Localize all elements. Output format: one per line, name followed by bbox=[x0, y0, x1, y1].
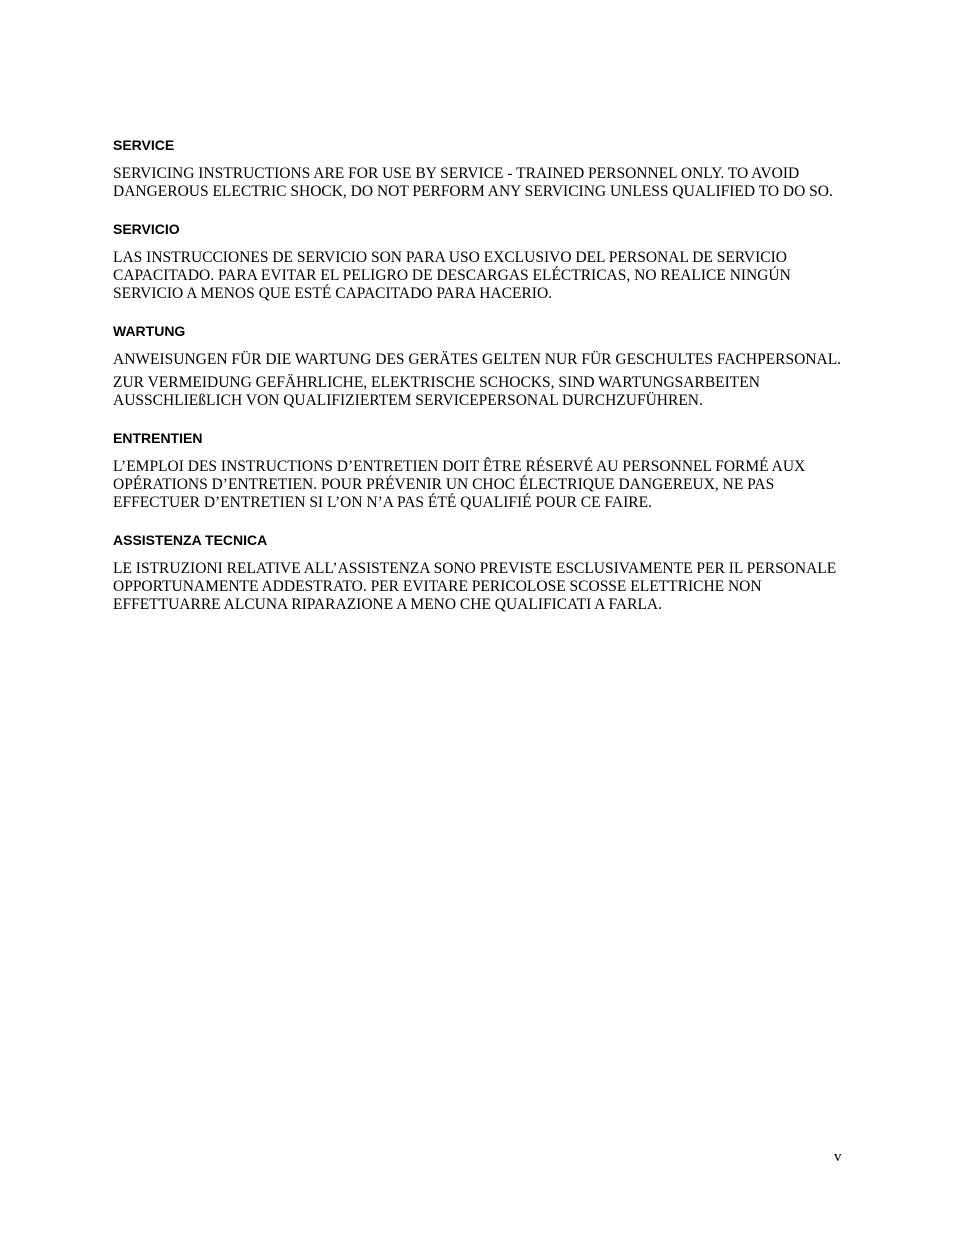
section-heading-wartung: WARTUNG bbox=[113, 323, 186, 339]
page-number: v bbox=[834, 1149, 842, 1165]
section-heading-service: SERVICE bbox=[113, 137, 175, 153]
page-content bbox=[113, 137, 848, 614]
section-paragraph: L’EMPLOI DES INSTRUCTIONS D’ENTRETIEN DOIT ÊTRE RÉSERVÉ AU PERSONNEL FORMÉ AUX OPÉRATIONS D’ENTRETIEN. POUR PRÉVENIR UN CHOC ÉLECTRIQUE DANGEREUX, NE PAS EFFECTUER D’ENTRETIEN SI L’ON N’A PAS ÉTÉ QUALIFIÉ POUR CE FAIRE. bbox=[113, 458, 806, 511]
section-heading-entrentien: ENTRENTIEN bbox=[113, 430, 203, 446]
section-paragraph: SERVICING INSTRUCTIONS ARE FOR USE BY SERVICE - TRAINED PERSONNEL ONLY. TO AVOID DANGEROUS ELECTRIC SHOCK, DO NOT PERFORM ANY SERVICING UNLESS QUALIFIED TO DO SO. bbox=[113, 165, 833, 200]
section-paragraph: LE ISTRUZIONI RELATIVE ALL’ASSISTENZA SONO PREVISTE ESCLUSIVAMENTE PER IL PERSONALE OPPORTUNAMENTE ADDESTRATO. PER EVITARE PERICOLOSE SCOSSE ELETTRICHE NON EFFETTUARRE ALCUNA RIPARAZIONE A MENO CHE QUALIFICATI A FARLA. bbox=[113, 560, 837, 613]
section-paragraph: ANWEISUNGEN FÜR DIE WARTUNG DES GERÄTES GELTEN NUR FÜR GESCHULTES FACHPERSONAL. bbox=[113, 351, 842, 368]
section-heading-assistenza-tecnica: ASSISTENZA TECNICA bbox=[113, 532, 268, 548]
section-paragraph: ZUR VERMEIDUNG GEFÄHRLICHE, ELEKTRISCHE SCHOCKS, SIND WARTUNGSARBEITEN AUSSCHLIEßLICH VON QUALIFIZIERTEM SERVICEPERSONAL DURCHZUFÜHREN. bbox=[113, 374, 760, 409]
section-paragraph: LAS INSTRUCCIONES DE SERVICIO SON PARA USO EXCLUSIVO DEL PERSONAL DE SERVICIO CAPACITADO. PARA EVITAR EL PELIGRO DE DESCARGAS ELÉCTRICAS, NO REALICE NINGÚN SERVICIO A MENOS QUE ESTÉ CAPACITADO PARA HACERIO. bbox=[113, 249, 791, 302]
section-heading-servicio: SERVICIO bbox=[113, 221, 180, 237]
